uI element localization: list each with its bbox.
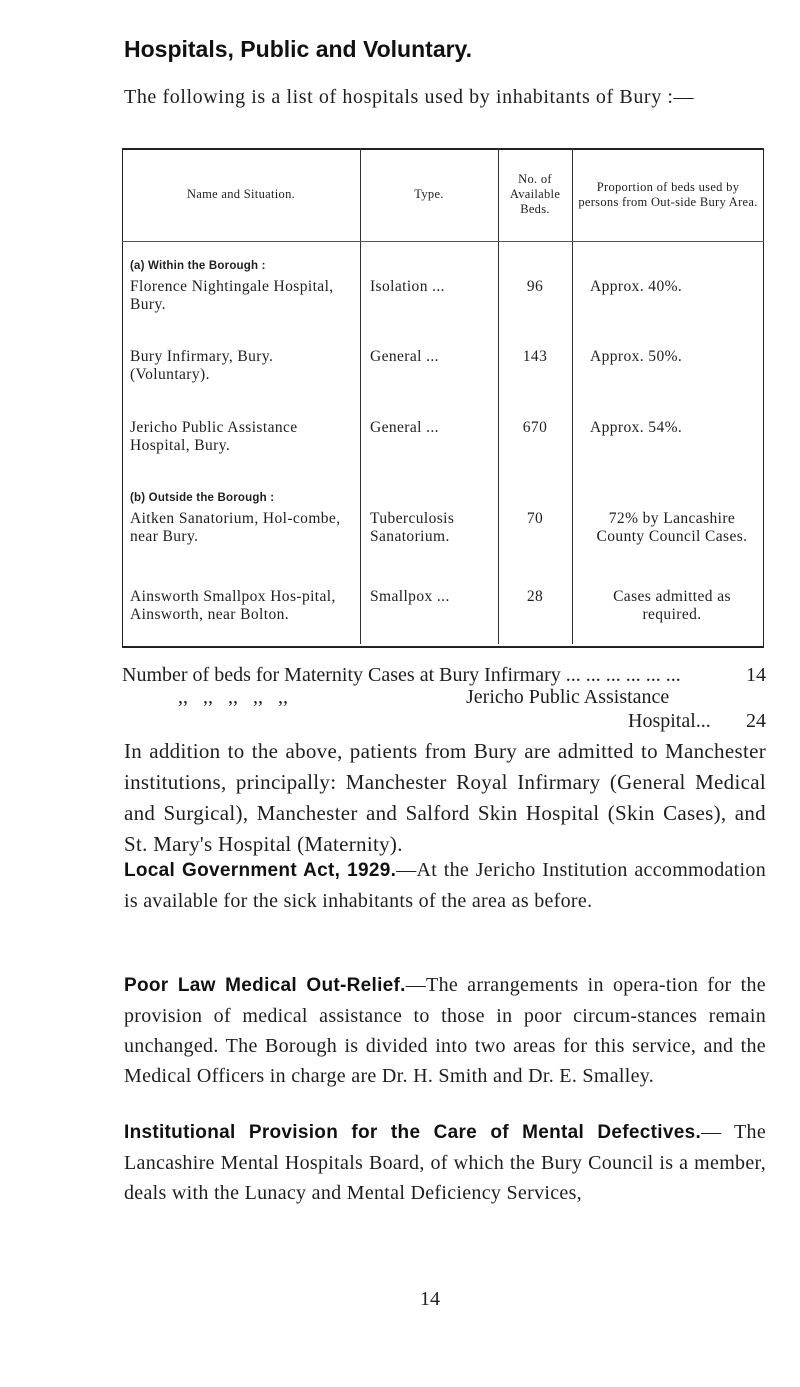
maternity-line-2-cont-text: Hospital... [628, 710, 711, 732]
header-beds: No. of Available Beds. [509, 172, 561, 216]
table-row-4-type: Tuberculosis Sanatorium. [370, 510, 455, 545]
paragraph-poor-law [124, 970, 766, 1091]
institutional-title: Institutional Provision for the Care of Mental Defectives. [124, 1122, 702, 1143]
maternity-line-2-text: Jericho Public Assistance [466, 686, 670, 708]
header-name: Name and Situation. [186, 187, 296, 201]
intro-text: The following is a list of hospitals used by inhabitants of Bury :— [124, 86, 695, 108]
maternity-line-1 [122, 664, 766, 687]
paragraph-institutional [124, 1117, 766, 1208]
header-proportion: Proportion of beds used by persons from Out-side Bury Area. [578, 179, 758, 209]
table-row-1-proportion: Approx. 40%. [590, 278, 683, 295]
table-row-2-name: Bury Infirmary, Bury. (Voluntary). [130, 348, 274, 383]
institutional-text: — The Lancashire Mental Hospitals Board, of which the Bury Council is a member, deals with the Lunacy and Mental Deficiency Services, [124, 1121, 767, 1204]
table-row-3-proportion: Approx. 54%. [590, 419, 683, 436]
section-within-borough: (a) Within the Borough : [130, 260, 266, 272]
maternity-ditto: ,, ,, ,, ,, ,, [178, 686, 288, 708]
maternity-line-2-value: 24 [746, 710, 766, 732]
paragraph-manchester: In addition to the above, patients from Bury are admitted to Manchester institutions, principally: Manchester Royal Infirmary (General Medical and Surgical), Manchester and Salford Skin Hospital (Skin Cases), and St. Mary's Hospital (Maternity). [124, 739, 766, 856]
page-heading: Hospitals, Public and Voluntary. [124, 36, 473, 62]
table-row-3-name: Jericho Public Assistance Hospital, Bury. [130, 419, 298, 454]
hospitals-table [122, 148, 764, 648]
local-government-text: —At the Jericho Institution accommodation is available for the sick inhabitants of the area as before. [124, 859, 766, 912]
table-row-4-proportion: 72% by Lancashire County Council Cases. [596, 510, 748, 545]
table-row-3-beds: 670 [522, 419, 548, 436]
table-row-3-type: General ... [370, 419, 439, 436]
maternity-line-2-cont [628, 710, 766, 733]
table-row-4-name: Aitken Sanatorium, Hol-combe, near Bury. [130, 510, 341, 545]
header-type: Type. [414, 187, 444, 201]
table-row-5-type: Smallpox ... [370, 588, 450, 605]
table-row-1-type: Isolation ... [370, 278, 445, 295]
table-row-4-beds: 70 [526, 510, 544, 527]
page-number: 14 [420, 1288, 440, 1310]
paragraph-local-government [124, 855, 766, 916]
table-row-5-beds: 28 [526, 588, 544, 605]
table-row-1-name: Florence Nightingale Hospital, Bury. [130, 278, 334, 313]
maternity-line-1-text: Number of beds for Maternity Cases at Bury Infirmary ... ... ... ... ... ... [122, 664, 681, 686]
table-row-5-proportion: Cases admitted as required. [613, 588, 731, 623]
table-row-1-beds: 96 [526, 278, 544, 295]
poor-law-title: Poor Law Medical Out-Relief. [124, 975, 406, 996]
table-row-2-type: General ... [370, 348, 439, 365]
table-row-2-proportion: Approx. 50%. [590, 348, 683, 365]
maternity-line-1-value: 14 [746, 664, 766, 686]
table-row-5-name: Ainsworth Smallpox Hos-pital, Ainsworth, near Bolton. [130, 588, 336, 623]
section-outside-borough: (b) Outside the Borough : [130, 492, 275, 504]
table-row-2-beds: 143 [522, 348, 548, 365]
poor-law-text: —The arrangements in opera-tion for the provision of medical assistance to those in poor circum-stances remain unchanged. The Borough is divided into two areas for this service, and the Medical Officers in charge are Dr. H. Smith and Dr. E. Smalley. [124, 974, 766, 1087]
local-government-title: Local Government Act, 1929. [124, 860, 397, 881]
